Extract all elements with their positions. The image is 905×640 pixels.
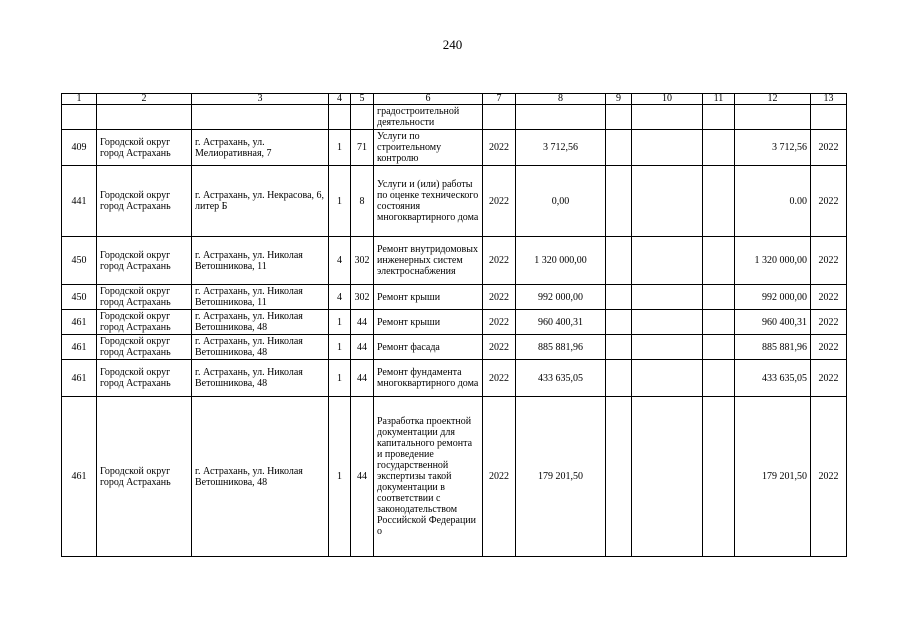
table-cell: 2022 xyxy=(483,166,516,237)
table-cell: 302 xyxy=(351,285,374,310)
table-cell xyxy=(811,105,847,130)
table-cell: Ремонт крыши xyxy=(374,285,483,310)
table-cell xyxy=(735,105,811,130)
table-cell: 885 881,96 xyxy=(516,335,606,360)
table-cell: 2022 xyxy=(483,360,516,397)
table-cell xyxy=(703,105,735,130)
table-cell: 461 xyxy=(62,335,97,360)
table-cell: 2022 xyxy=(811,285,847,310)
table-cell xyxy=(606,166,632,237)
table-cell: 461 xyxy=(62,397,97,557)
table-cell xyxy=(632,310,703,335)
table-cell: 2022 xyxy=(811,360,847,397)
table-cell: 1 xyxy=(329,310,351,335)
column-header: 4 xyxy=(329,94,351,105)
table-cell: Ремонт фундамента многоквартирного дома xyxy=(374,360,483,397)
table-cell: г. Астрахань, ул. Николая Ветошникова, 48 xyxy=(192,310,329,335)
table-cell: г. Астрахань, ул. Николая Ветошникова, 48 xyxy=(192,335,329,360)
table-cell: Городской округ город Астрахань xyxy=(97,397,192,557)
table-cell: 2022 xyxy=(811,166,847,237)
table-row xyxy=(62,105,847,130)
column-header: 2 xyxy=(97,94,192,105)
column-header: 11 xyxy=(703,94,735,105)
table-cell: 44 xyxy=(351,397,374,557)
table-cell: 4 xyxy=(329,285,351,310)
table-cell: 2022 xyxy=(811,310,847,335)
table-cell: Городской округ город Астрахань xyxy=(97,237,192,285)
table-cell xyxy=(632,397,703,557)
table-cell: 1 320 000,00 xyxy=(735,237,811,285)
table-cell: 1 xyxy=(329,397,351,557)
table-cell xyxy=(703,166,735,237)
table-cell: 44 xyxy=(351,335,374,360)
table-cell: 885 881,96 xyxy=(735,335,811,360)
table-cell: 2022 xyxy=(483,130,516,166)
table-cell: Ремонт фасада xyxy=(374,335,483,360)
table-cell: 2022 xyxy=(483,285,516,310)
table-cell: 0,00 xyxy=(516,166,606,237)
table-cell: градостроительной деятельности xyxy=(374,105,483,130)
table-cell: 2022 xyxy=(811,237,847,285)
table-cell: 1 xyxy=(329,166,351,237)
column-header: 13 xyxy=(811,94,847,105)
table-cell: 450 xyxy=(62,285,97,310)
table-cell xyxy=(606,360,632,397)
table-cell: Городской округ город Астрахань xyxy=(97,130,192,166)
table-cell: 441 xyxy=(62,166,97,237)
table-cell: 179 201,50 xyxy=(516,397,606,557)
table-cell: 2022 xyxy=(483,237,516,285)
column-header: 9 xyxy=(606,94,632,105)
table-cell: г. Астрахань, ул. Николая Ветошникова, 48 xyxy=(192,360,329,397)
table-cell: 8 xyxy=(351,166,374,237)
table-cell xyxy=(703,285,735,310)
table-cell: 1 xyxy=(329,360,351,397)
header-row xyxy=(62,94,847,105)
table-cell: Услуги по строительному контролю xyxy=(374,130,483,166)
table-cell: г. Астрахань, ул. Николая Ветошникова, 11 xyxy=(192,285,329,310)
table-cell xyxy=(192,105,329,130)
table-cell: 179 201,50 xyxy=(735,397,811,557)
table-row xyxy=(62,310,847,335)
table-cell: Городской округ город Астрахань xyxy=(97,285,192,310)
table-cell: 71 xyxy=(351,130,374,166)
table-cell: Городской округ город Астрахань xyxy=(97,360,192,397)
column-header: 7 xyxy=(483,94,516,105)
table-row xyxy=(62,130,847,166)
table-cell xyxy=(632,237,703,285)
table-cell xyxy=(703,397,735,557)
table-row xyxy=(62,166,847,237)
table-cell: 3 712,56 xyxy=(735,130,811,166)
table-cell: 409 xyxy=(62,130,97,166)
column-header: 12 xyxy=(735,94,811,105)
column-header: 8 xyxy=(516,94,606,105)
table-cell: г. Астрахань, ул. Николая Ветошникова, 48 xyxy=(192,397,329,557)
table-cell: 450 xyxy=(62,237,97,285)
table-cell xyxy=(703,310,735,335)
table-cell: 302 xyxy=(351,237,374,285)
table-cell: 960 400,31 xyxy=(735,310,811,335)
column-header: 10 xyxy=(632,94,703,105)
table-cell xyxy=(97,105,192,130)
table-cell xyxy=(329,105,351,130)
table-cell: 2022 xyxy=(811,397,847,557)
table-cell xyxy=(606,105,632,130)
page-number: 240 xyxy=(442,37,463,52)
table-cell: г. Астрахань, ул. Мелиоративная, 7 xyxy=(192,130,329,166)
table-cell: 461 xyxy=(62,360,97,397)
table-cell: 0.00 xyxy=(735,166,811,237)
table-cell xyxy=(351,105,374,130)
column-header: 5 xyxy=(351,94,374,105)
table-cell xyxy=(606,310,632,335)
table-cell xyxy=(703,335,735,360)
data-table xyxy=(61,93,847,557)
table-cell: 2022 xyxy=(483,310,516,335)
table-cell: Городской округ город Астрахань xyxy=(97,166,192,237)
table-cell xyxy=(606,130,632,166)
table-cell: 992 000,00 xyxy=(735,285,811,310)
table-cell xyxy=(632,105,703,130)
table-cell: 3 712,56 xyxy=(516,130,606,166)
table-cell: 2022 xyxy=(811,335,847,360)
table-cell: г. Астрахань, ул. Николая Ветошникова, 11 xyxy=(192,237,329,285)
table-cell: 44 xyxy=(351,310,374,335)
table-row xyxy=(62,360,847,397)
table-cell xyxy=(632,166,703,237)
table-cell xyxy=(703,130,735,166)
table-cell xyxy=(606,397,632,557)
table-cell: Ремонт крыши xyxy=(374,310,483,335)
table-cell: Ремонт внутридомовых инженерных систем электроснабжения xyxy=(374,237,483,285)
table-cell: 433 635,05 xyxy=(516,360,606,397)
table-cell: Разработка проектной документации для капитального ремонта и проведение государственной экспертизы такой документации в соответствии с законодательством Российской Федерации о xyxy=(374,397,483,557)
table-cell xyxy=(516,105,606,130)
table-cell xyxy=(703,360,735,397)
table-cell: 2022 xyxy=(483,397,516,557)
column-header: 6 xyxy=(374,94,483,105)
table-cell xyxy=(632,360,703,397)
table-cell: Городской округ город Астрахань xyxy=(97,335,192,360)
table-cell xyxy=(703,237,735,285)
table-cell xyxy=(632,335,703,360)
column-header: 3 xyxy=(192,94,329,105)
table-cell: 1 xyxy=(329,130,351,166)
table-cell: 2022 xyxy=(483,335,516,360)
table-cell xyxy=(483,105,516,130)
table-cell: 44 xyxy=(351,360,374,397)
table-cell: 461 xyxy=(62,310,97,335)
table-cell: Городской округ город Астрахань xyxy=(97,310,192,335)
table-cell xyxy=(606,285,632,310)
table-row xyxy=(62,285,847,310)
table-cell xyxy=(632,130,703,166)
column-header: 1 xyxy=(62,94,97,105)
table-cell: 433 635,05 xyxy=(735,360,811,397)
table-cell xyxy=(632,285,703,310)
table-cell: 960 400,31 xyxy=(516,310,606,335)
table-row xyxy=(62,237,847,285)
table-row xyxy=(62,335,847,360)
table-cell: г. Астрахань, ул. Некрасова, 6, литер Б xyxy=(192,166,329,237)
table-cell: Услуги и (или) работы по оценке технического состояния многоквартирного дома xyxy=(374,166,483,237)
table-cell: 2022 xyxy=(811,130,847,166)
table-cell xyxy=(62,105,97,130)
table-cell: 1 xyxy=(329,335,351,360)
table-cell: 1 320 000,00 xyxy=(516,237,606,285)
table-cell: 992 000,00 xyxy=(516,285,606,310)
table-cell: 4 xyxy=(329,237,351,285)
table-cell xyxy=(606,237,632,285)
table-row xyxy=(62,397,847,557)
table-cell xyxy=(606,335,632,360)
